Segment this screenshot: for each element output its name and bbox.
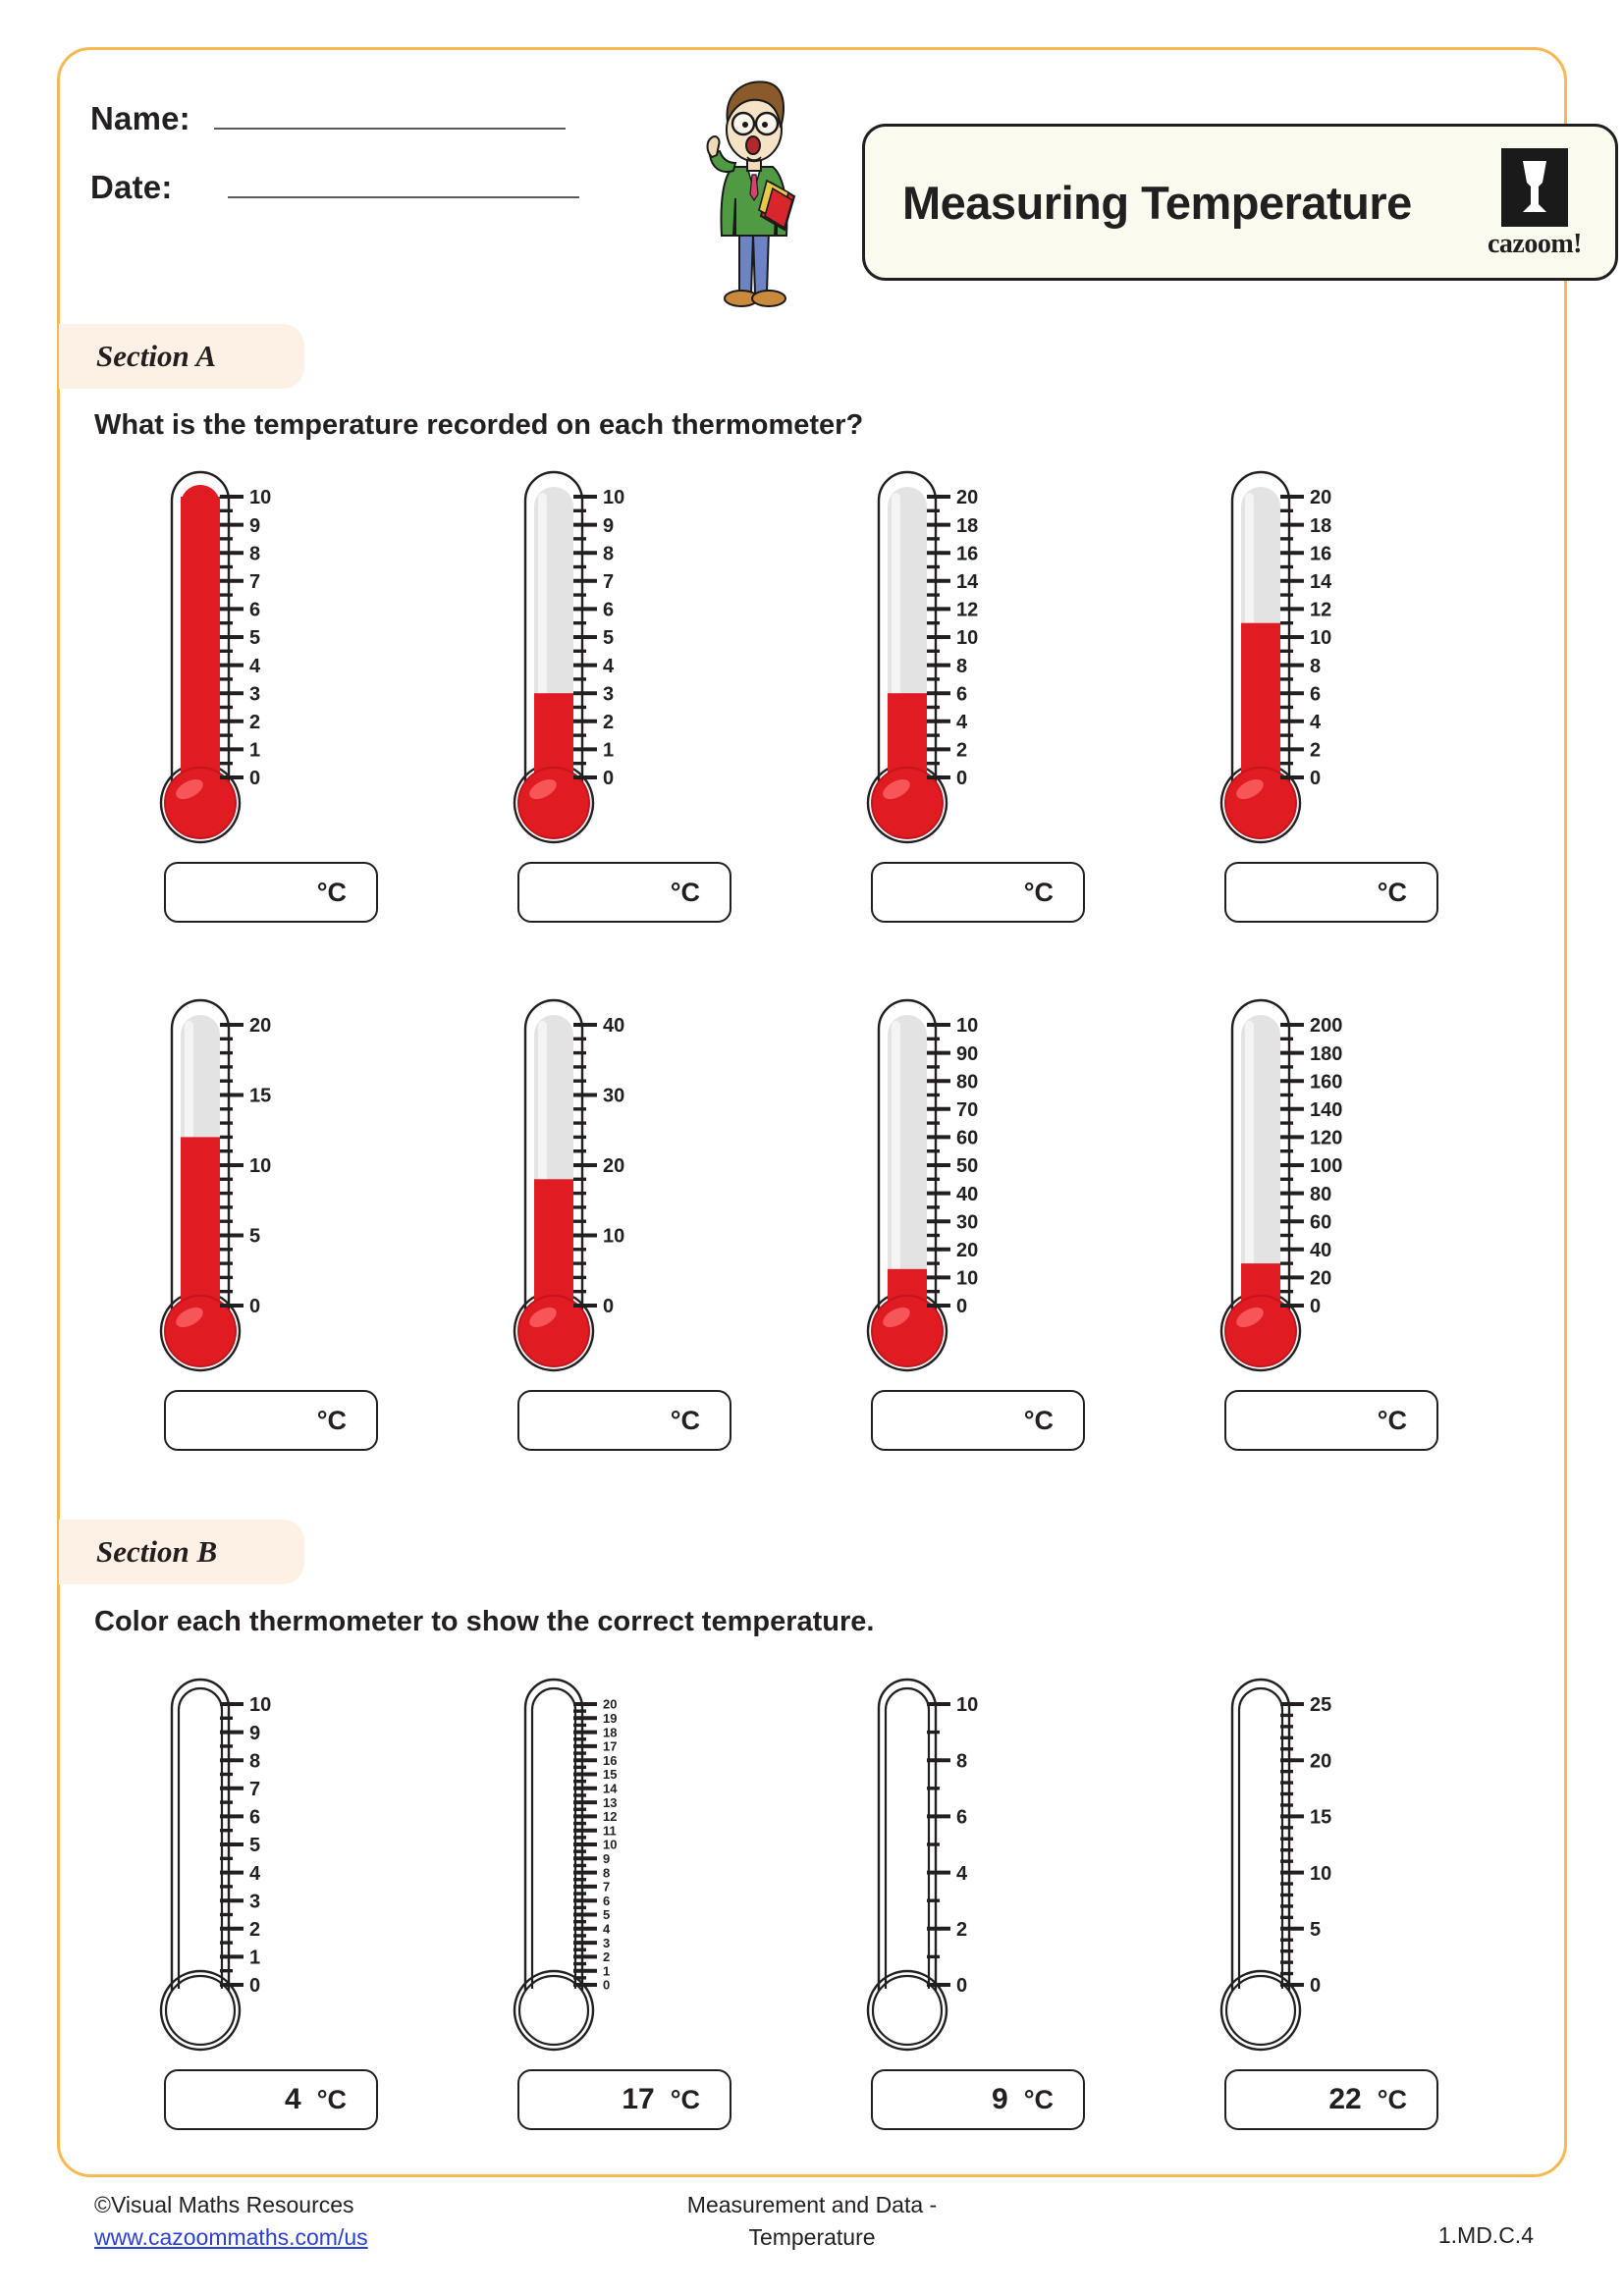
unit-label: °C [1377,1405,1407,1435]
svg-text:8: 8 [956,1750,968,1773]
svg-text:200: 200 [1310,1015,1343,1038]
svg-text:40: 40 [603,1015,625,1038]
svg-text:1: 1 [249,739,261,762]
worksheet-title-banner [862,124,1618,281]
svg-text:10: 10 [249,487,272,509]
svg-text:18: 18 [956,514,979,537]
svg-text:0: 0 [1310,1975,1322,1998]
svg-text:1: 1 [603,1963,611,1979]
svg-text:10: 10 [249,1155,272,1178]
section-a-label: Section A [96,339,217,373]
date-input-line[interactable] [228,167,579,198]
svg-text:14: 14 [956,571,979,593]
svg-text:5: 5 [249,627,261,650]
svg-text:2: 2 [249,1919,261,1941]
thermometer-a-5 [124,989,418,1382]
svg-text:8: 8 [249,543,261,565]
svg-text:5: 5 [249,1835,261,1857]
svg-text:0: 0 [603,768,615,790]
svg-text:8: 8 [956,655,968,677]
svg-text:14: 14 [1310,571,1332,593]
footer-topic [0,2189,1624,2255]
svg-text:16: 16 [1310,543,1332,565]
svg-text:0: 0 [956,768,968,790]
thermometer-b-3[interactable] [831,1669,1125,2061]
svg-text:11: 11 [603,1823,617,1839]
thermometer-cell [801,1669,1155,2130]
svg-text:7: 7 [603,1879,611,1895]
svg-text:180: 180 [1310,1042,1343,1065]
section-a-banner [59,324,304,389]
svg-text:10: 10 [956,1267,979,1290]
svg-text:20: 20 [603,1155,625,1178]
name-label: Name: [90,100,190,136]
svg-text:140: 140 [1310,1099,1343,1121]
thermometer-a-3 [831,461,1125,854]
svg-text:160: 160 [1310,1071,1343,1094]
svg-text:15: 15 [1310,1806,1332,1829]
answer-box-a-3[interactable] [871,862,1085,923]
svg-text:2: 2 [249,712,261,733]
svg-text:10: 10 [249,1694,272,1717]
svg-text:8: 8 [249,1750,261,1773]
thermometer-cell [94,461,448,923]
answer-value: 17 [622,2083,655,2115]
svg-text:10: 10 [603,1837,618,1852]
cazoom-glass-icon [1501,148,1568,227]
standard-code: 1.MD.C.4 [1437,2222,1534,2248]
unit-label: °C [1023,2084,1054,2114]
svg-text:8: 8 [603,1865,611,1881]
answer-box-a-5[interactable] [164,1390,378,1451]
svg-text:3: 3 [603,1935,611,1950]
svg-text:12: 12 [603,1809,618,1825]
svg-text:20: 20 [603,1696,618,1712]
thermometer-b-1[interactable] [124,1669,418,2061]
svg-text:5: 5 [603,1907,611,1923]
thermometer-a-8 [1184,989,1479,1382]
svg-text:3: 3 [249,683,261,706]
answer-value: 9 [992,2083,1008,2115]
thermometer-cell [448,989,801,1451]
svg-text:0: 0 [603,1977,611,1993]
svg-text:90: 90 [956,1042,979,1065]
svg-text:4: 4 [956,1862,968,1885]
thermometer-b-4[interactable] [1184,1669,1479,2061]
svg-text:0: 0 [1310,1296,1322,1318]
worksheet-footer [0,2187,1624,2295]
section-a-row-2 [94,989,1508,1451]
answer-box-a-6[interactable] [517,1390,731,1451]
svg-text:2: 2 [956,739,968,762]
thermometer-a-1 [124,461,418,854]
svg-text:12: 12 [1310,599,1332,621]
section-b-prompt: Color each thermometer to show the correct temperature. [94,1606,875,1637]
thermometer-a-2 [477,461,772,854]
svg-text:9: 9 [249,1722,261,1744]
svg-text:80: 80 [1310,1183,1332,1205]
thermometer-cell [801,461,1155,923]
unit-label: °C [670,2084,700,2114]
svg-text:0: 0 [249,768,261,790]
svg-text:15: 15 [603,1767,618,1783]
svg-text:1: 1 [249,1947,261,1969]
svg-text:120: 120 [1310,1127,1343,1149]
svg-text:10: 10 [956,1015,979,1038]
svg-text:17: 17 [603,1738,618,1754]
svg-text:6: 6 [603,1893,611,1908]
svg-text:40: 40 [1310,1240,1332,1261]
svg-text:18: 18 [603,1725,618,1740]
svg-text:4: 4 [956,712,968,733]
svg-text:1: 1 [603,739,615,762]
svg-text:4: 4 [603,655,615,677]
svg-text:10: 10 [956,627,979,650]
svg-text:6: 6 [956,683,968,706]
svg-text:5: 5 [603,627,615,650]
svg-text:6: 6 [1310,683,1322,706]
section-b-row-1 [94,1669,1508,2130]
unit-label: °C [316,877,347,907]
unit-label: °C [1023,1405,1054,1435]
svg-text:20: 20 [1310,487,1332,509]
svg-text:16: 16 [603,1752,618,1768]
svg-text:5: 5 [249,1225,261,1248]
answer-box-b-2[interactable] [517,2069,731,2130]
page-title: Measuring Temperature [902,176,1412,229]
answer-box-a-1[interactable] [164,862,378,923]
svg-text:7: 7 [249,571,261,593]
svg-text:6: 6 [603,599,615,621]
svg-text:9: 9 [249,514,261,537]
svg-text:30: 30 [603,1085,625,1107]
svg-text:4: 4 [603,1921,611,1937]
thermometer-b-2[interactable] [477,1669,772,2061]
unit-label: °C [1377,2084,1407,2114]
answer-value: 4 [285,2083,301,2115]
svg-text:0: 0 [249,1296,261,1318]
svg-text:15: 15 [249,1085,272,1107]
svg-text:100: 100 [1310,1155,1343,1178]
svg-text:3: 3 [249,1891,261,1913]
thermometer-a-4 [1184,461,1479,854]
section-b-label: Section B [96,1534,218,1569]
unit-label: °C [316,1405,347,1435]
svg-text:6: 6 [249,599,261,621]
svg-text:7: 7 [603,571,615,593]
unit-label: °C [1023,877,1054,907]
answer-box-a-7[interactable] [871,1390,1085,1451]
topic-line-1: Measurement and Data - [686,2192,938,2217]
thermometer-a-6 [477,989,772,1382]
svg-text:20: 20 [249,1015,272,1038]
answer-box-a-4[interactable] [1224,862,1438,923]
svg-text:6: 6 [249,1806,261,1829]
answer-value: 22 [1328,2083,1362,2115]
svg-text:0: 0 [603,1296,615,1318]
svg-text:5: 5 [1310,1919,1322,1941]
copyright-text: ©Visual Maths Resources [94,2192,354,2217]
svg-text:25: 25 [1310,1694,1332,1717]
svg-text:7: 7 [249,1779,261,1800]
svg-text:0: 0 [1310,768,1322,790]
svg-text:2: 2 [956,1919,968,1941]
svg-text:4: 4 [249,1862,261,1885]
answer-box-b-1[interactable] [164,2069,378,2130]
svg-text:8: 8 [1310,655,1322,677]
svg-text:0: 0 [956,1296,968,1318]
svg-text:3: 3 [603,683,615,706]
answer-box-b-4[interactable] [1224,2069,1438,2130]
svg-text:10: 10 [1310,1862,1332,1885]
date-field-row [90,167,579,206]
svg-text:80: 80 [956,1071,979,1094]
thermometer-cell [448,461,801,923]
svg-text:50: 50 [956,1155,979,1178]
svg-text:20: 20 [956,487,979,509]
thermometer-cell [448,1669,801,2130]
topic-line-2: Temperature [748,2224,876,2251]
section-a-row-1 [94,461,1508,923]
svg-text:60: 60 [956,1127,979,1149]
svg-text:4: 4 [1310,712,1322,733]
svg-text:19: 19 [603,1710,618,1726]
svg-text:18: 18 [1310,514,1332,537]
unit-label: °C [670,1405,700,1435]
svg-text:10: 10 [603,1225,625,1248]
svg-text:20: 20 [1310,1750,1332,1773]
name-input-line[interactable] [214,98,566,130]
svg-text:60: 60 [1310,1211,1332,1234]
svg-text:70: 70 [956,1099,979,1121]
thermometer-cell [1155,461,1508,923]
svg-text:20: 20 [1310,1267,1332,1290]
thermometer-cell [1155,989,1508,1451]
worksheet-header [86,84,1582,291]
thermometer-cell [94,989,448,1451]
thermometer-a-7 [831,989,1125,1382]
svg-text:30: 30 [956,1211,979,1234]
teacher-mascot-icon [690,73,818,318]
svg-text:40: 40 [956,1183,979,1205]
date-label: Date: [90,169,173,205]
svg-text:9: 9 [603,514,615,537]
svg-text:2: 2 [603,1949,611,1965]
svg-text:10: 10 [1310,627,1332,650]
svg-text:8: 8 [603,543,615,565]
cazoom-logo [1480,144,1590,260]
unit-label: °C [316,2084,347,2114]
cazoom-wordmark: cazoom! [1487,229,1582,259]
svg-text:2: 2 [603,712,615,733]
svg-text:2: 2 [1310,739,1322,762]
answer-box-a-2[interactable] [517,862,731,923]
svg-text:0: 0 [249,1975,261,1998]
svg-text:13: 13 [603,1794,618,1810]
svg-text:4: 4 [249,655,261,677]
svg-text:12: 12 [956,599,979,621]
section-a-prompt: What is the temperature recorded on each thermometer? [94,409,864,441]
unit-label: °C [1377,877,1407,907]
unit-label: °C [670,877,700,907]
thermometer-cell [801,989,1155,1451]
svg-text:10: 10 [603,487,625,509]
svg-text:14: 14 [603,1781,618,1796]
svg-text:20: 20 [956,1240,979,1261]
svg-text:16: 16 [956,543,979,565]
svg-text:6: 6 [956,1806,968,1829]
answer-box-a-8[interactable] [1224,1390,1438,1451]
svg-text:10: 10 [956,1694,979,1717]
website-link[interactable]: www.cazoommaths.com/us [94,2224,368,2251]
svg-text:9: 9 [603,1850,611,1866]
section-b-banner [59,1520,304,1584]
answer-box-b-3[interactable] [871,2069,1085,2130]
thermometer-cell [1155,1669,1508,2130]
thermometer-cell [94,1669,448,2130]
svg-text:0: 0 [956,1975,968,1998]
name-field-row [90,98,566,137]
